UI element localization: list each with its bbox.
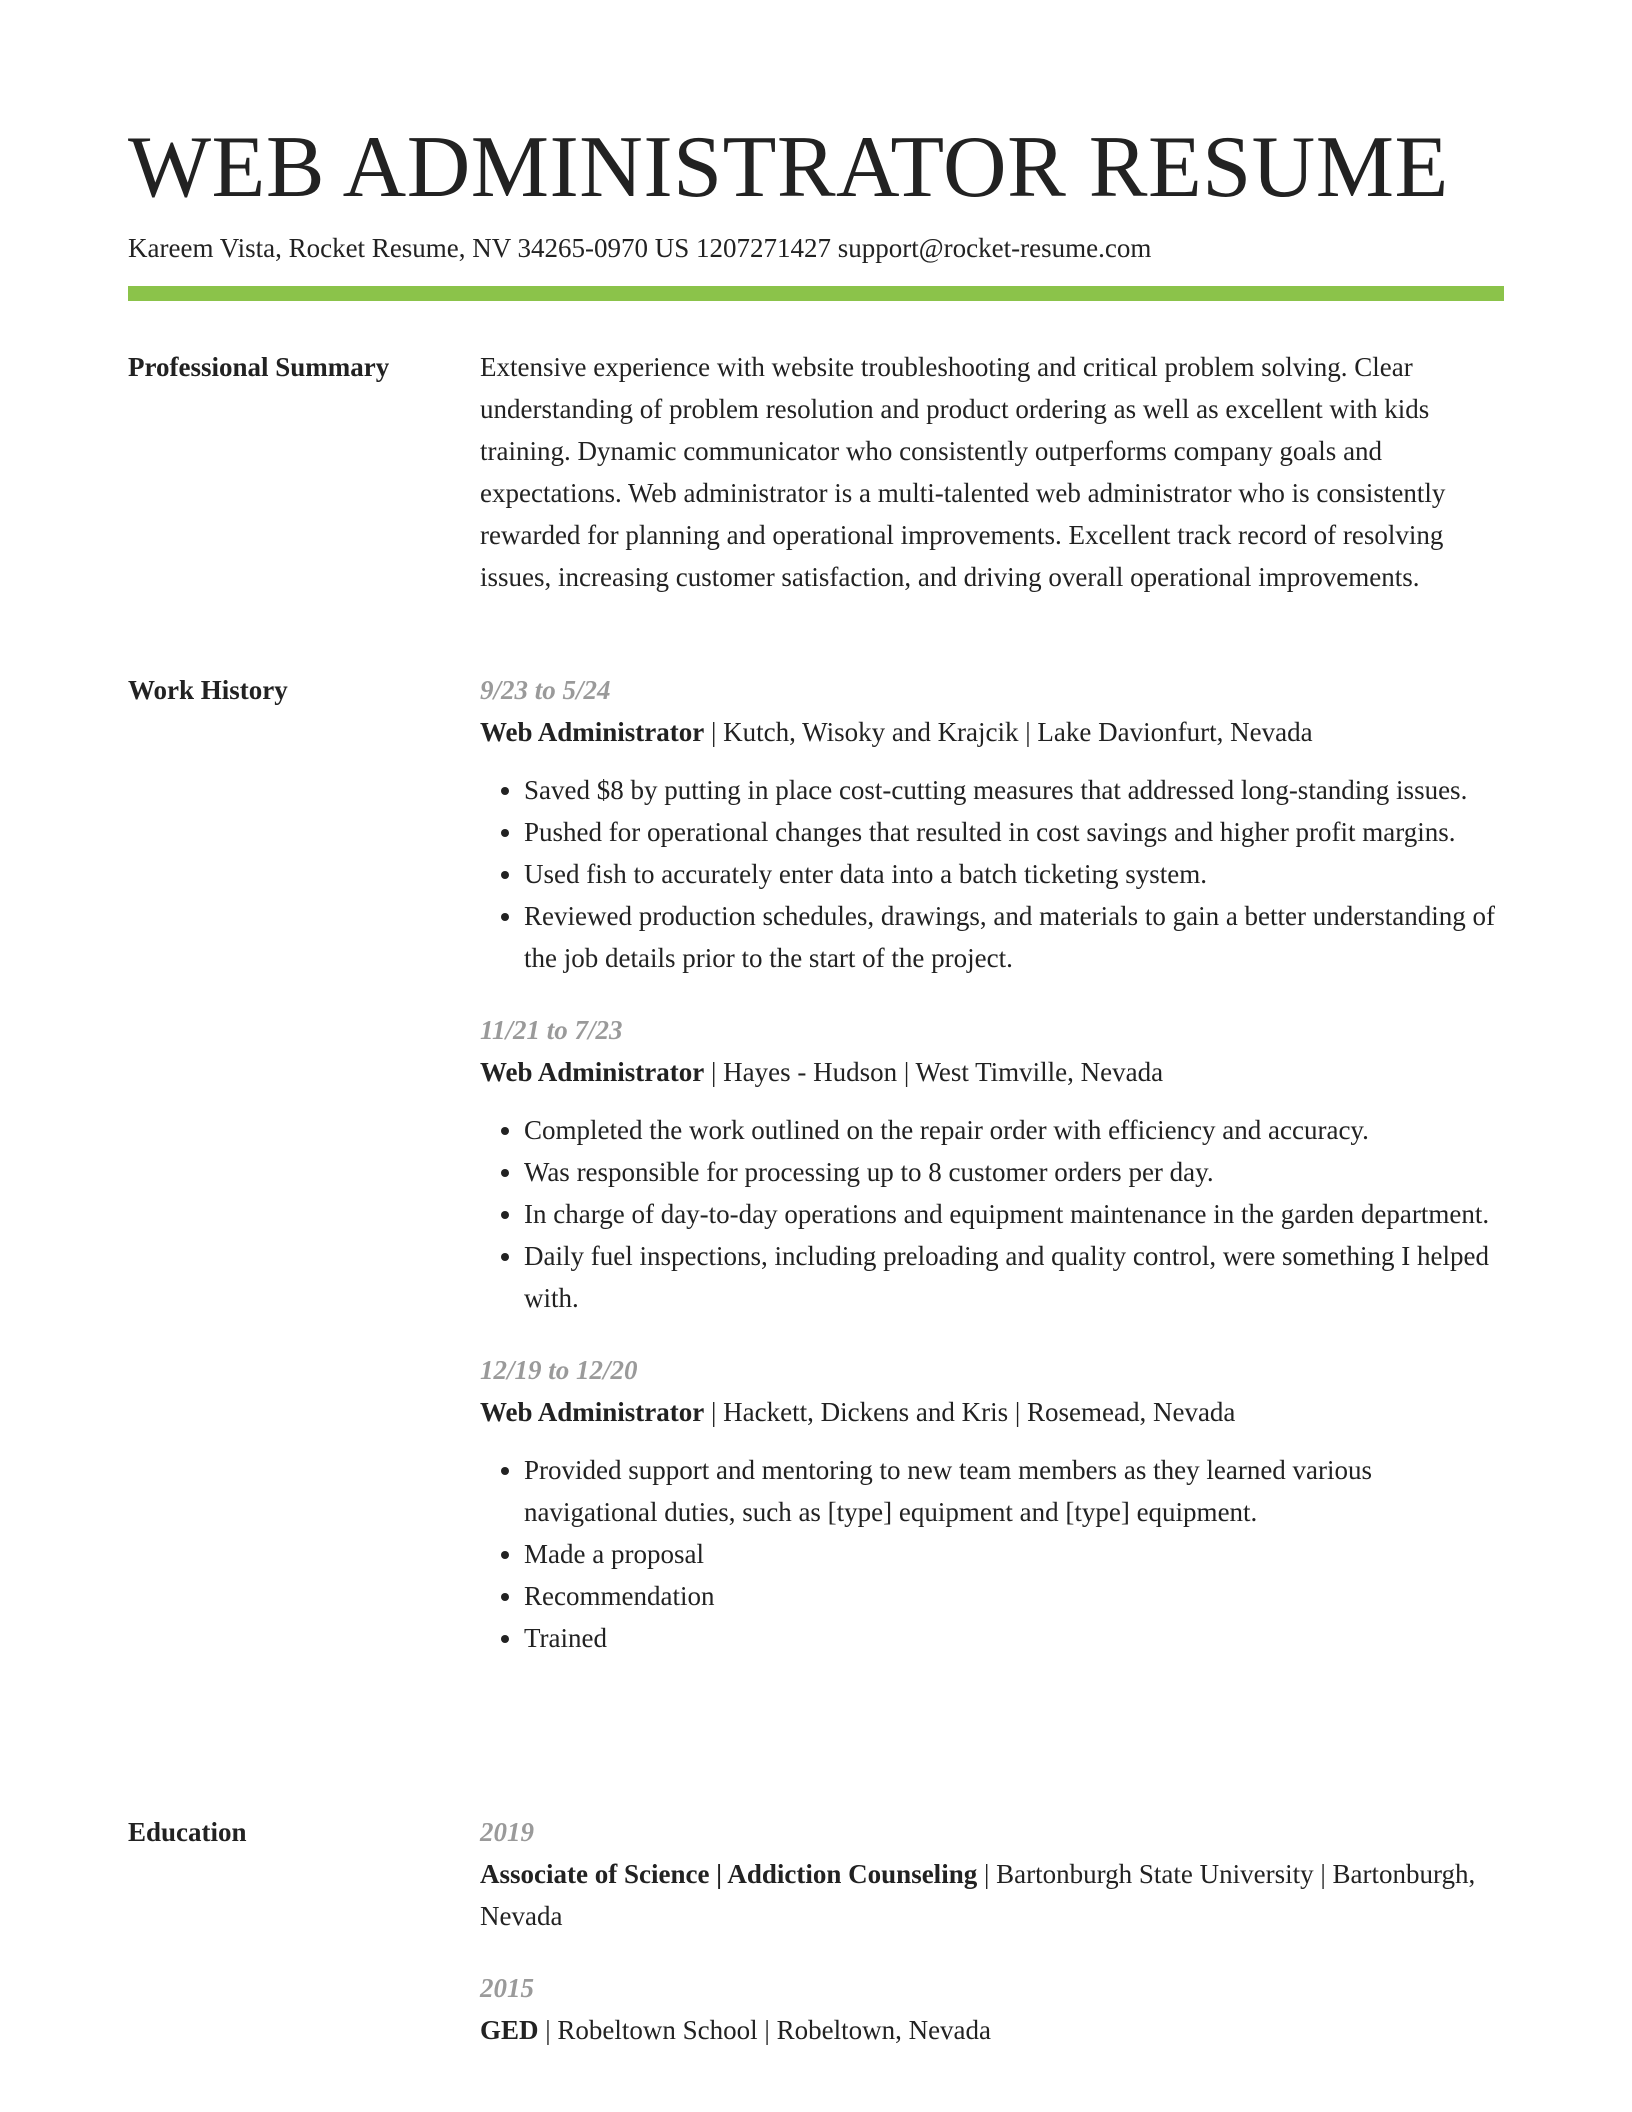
job-duty: • Recommendation <box>524 1575 1504 1617</box>
job-employer-location: | Kutch, Wisoky and Krajcik | Lake Davionfurt, Nevada <box>704 717 1313 747</box>
education-body <box>480 1811 1504 2051</box>
education-line <box>480 1853 1504 1937</box>
job-duty: • Made a proposal <box>524 1533 1504 1575</box>
job-employer-location: | Hayes - Hudson | West Timville, Nevada <box>704 1057 1164 1087</box>
summary-heading: Professional Summary <box>128 352 390 382</box>
job-duty: • In charge of day-to-day operations and equipment maintenance in the garden department. <box>524 1193 1504 1235</box>
job-duty: • Completed the work outlined on the repair order with efficiency and accuracy. <box>524 1109 1504 1151</box>
job-duty: • Used fish to accurately enter data into a batch ticketing system. <box>524 853 1504 895</box>
education-year: 2015 <box>480 1973 534 2003</box>
education-entry <box>480 1967 1504 2051</box>
education-entry <box>480 1811 1504 1937</box>
job-role-line <box>480 1051 1504 1093</box>
job-dates: 9/23 to 5/24 <box>480 675 611 705</box>
job-duty: • Reviewed production schedules, drawings, and materials to gain a better understanding of the job details prior to the start of the project. <box>524 895 1504 979</box>
job-duties-list <box>480 1449 1504 1659</box>
contact-info: Kareem Vista, Rocket Resume, NV 34265-0970 US 1207271427 support@rocket-resume.com <box>128 233 1152 263</box>
education-school-location: | Bartonburgh State University | Bartonburgh, Nevada <box>480 1859 1476 1931</box>
job-duty: • Saved $8 by putting in place cost-cutting measures that addressed long-standing issues. <box>524 769 1504 811</box>
job-title: Web Administrator <box>480 1057 705 1087</box>
job-duty: • Pushed for operational changes that resulted in cost savings and higher profit margins. <box>524 811 1504 853</box>
job-dates: 11/21 to 7/23 <box>480 1015 623 1045</box>
job-duty: • Trained <box>524 1617 1504 1659</box>
education-year: 2019 <box>480 1817 534 1847</box>
job-title: Web Administrator <box>480 1397 705 1427</box>
job-role-line <box>480 711 1504 753</box>
job-duty: • Provided support and mentoring to new team members as they learned various navigational duties, such as [type] equipment and [type] equipment. <box>524 1449 1504 1533</box>
summary-body <box>480 346 1504 598</box>
job-entry <box>480 669 1504 979</box>
header-divider <box>128 286 1504 301</box>
job-dates: 12/19 to 12/20 <box>480 1355 638 1385</box>
resume-title: WEB ADMINISTRATOR RESUME <box>128 119 1449 216</box>
job-duties-list <box>480 769 1504 979</box>
summary-text: Extensive experience with website troubleshooting and critical problem solving. Clear understanding of problem resolution and product ordering as well as excellent with kids training. Dynamic communicator who consistently outperforms company goals and expectations. Web administrator is a multi-talented web administrator who is consistently rewarded for planning and operational improvements. Excellent track record of resolving issues, increasing customer satisfaction, and driving overall operational improvements. <box>480 352 1446 592</box>
job-duty: • Daily fuel inspections, including preloading and quality control, were something I helped with. <box>524 1235 1504 1319</box>
job-role-line <box>480 1391 1504 1433</box>
education-line <box>480 2009 1504 2051</box>
education-degree: Associate of Science | Addiction Counseling <box>480 1859 978 1889</box>
job-duty: • Was responsible for processing up to 8 customer orders per day. <box>524 1151 1504 1193</box>
education-degree: GED <box>480 2015 539 2045</box>
job-entry <box>480 1009 1504 1319</box>
job-employer-location: | Hackett, Dickens and Kris | Rosemead, Nevada <box>704 1397 1236 1427</box>
job-title: Web Administrator <box>480 717 705 747</box>
education-heading: Education <box>128 1817 247 1847</box>
job-duties-list <box>480 1109 1504 1319</box>
education-school-location: | Robeltown School | Robeltown, Nevada <box>538 2015 992 2045</box>
work-history-heading: Work History <box>128 675 288 705</box>
work-history-body <box>480 669 1504 1659</box>
job-entry <box>480 1349 1504 1659</box>
